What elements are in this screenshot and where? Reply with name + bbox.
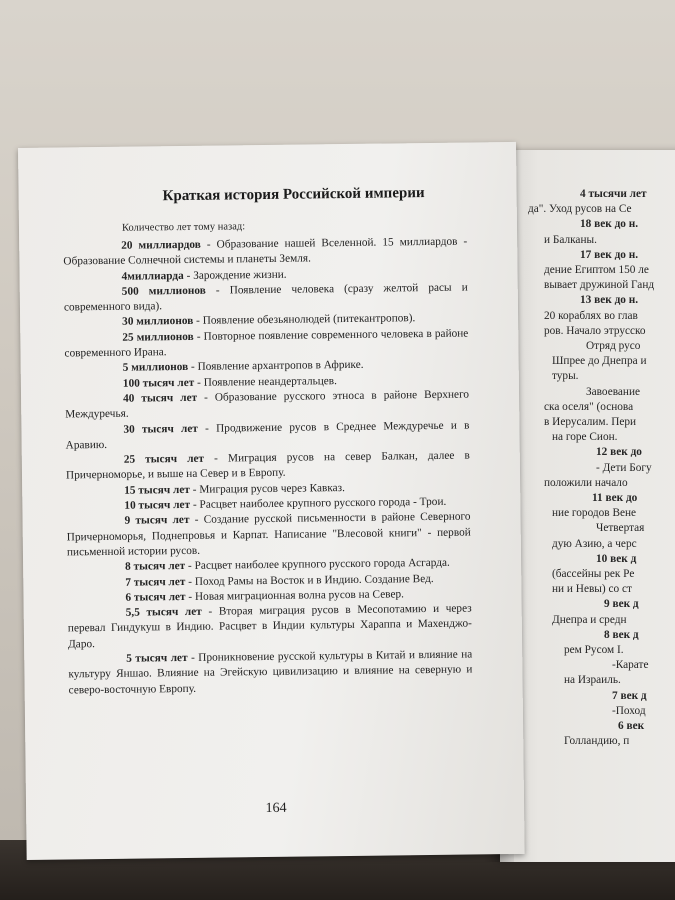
- right-page-line: ска оселя" (основа: [544, 400, 634, 413]
- timeline-entry-text: - Появление неандертальцев.: [194, 374, 338, 389]
- right-page-line: 6 век: [618, 720, 645, 732]
- right-page-line: Четвертая: [596, 522, 645, 535]
- right-page-line: рем Русом I.: [564, 644, 624, 656]
- right-page-line: Отряд русо: [586, 340, 641, 352]
- timeline-entry-text: - Повторное появление современного человека в районе современного Ирана.: [64, 327, 469, 360]
- right-page-line: дую Азию, а черс: [552, 537, 637, 550]
- right-page-line: 18 век до н.: [580, 218, 639, 231]
- right-page-line: Завоевание: [586, 385, 641, 398]
- timeline-entry-period: 100 тысяч лет: [122, 376, 195, 390]
- timeline-entry-text: - Зарождение жизни.: [183, 268, 287, 282]
- timeline-entry-period: 500 миллионов: [121, 284, 206, 298]
- timeline-entry-period: 25 тысяч лет: [123, 452, 205, 466]
- right-page-line: 12 век до: [596, 446, 642, 459]
- timeline-entry-period: 4миллиарда: [121, 269, 184, 283]
- timeline-entry: [65, 418, 469, 454]
- right-page-line: 7 век д: [612, 689, 647, 702]
- right-page-line: и Балканы.: [544, 233, 597, 246]
- right-page-line: положили начало: [544, 476, 628, 489]
- timeline-entry-text: - Новая миграционная волна русов на Север.: [185, 588, 405, 603]
- right-page-line: вывает дружиной Ганд: [544, 279, 655, 292]
- timeline-entry: [66, 449, 470, 485]
- timeline-entry-text: - Расцвет наиболее крупного русского города - Трои.: [190, 495, 447, 511]
- right-page: [500, 150, 675, 862]
- timeline-entry-period: 30 миллионов: [122, 315, 194, 329]
- timeline-entry-period: 8 тысяч лет: [125, 560, 186, 573]
- page-title: Краткая история Российской империи: [162, 185, 425, 205]
- right-page-line: - Дети Богу: [596, 461, 652, 474]
- right-page-line: 10 век д: [596, 552, 637, 565]
- right-page-line: ние городов Вене: [552, 507, 637, 520]
- timeline-entry-text: - Поход Рамы на Восток и в Индию. Создание Вед.: [185, 572, 434, 588]
- timeline-entry-text: - Миграция русов через Кавказ.: [189, 481, 345, 496]
- timeline-entry-text: - Вторая миграция русов в Месопотамию и через перевал Гиндукуш в Индию. Расцвет в Индии культуры Хараппа и Махенджо-Даро.: [67, 602, 472, 651]
- timeline-entry-period: 9 тысяч лет: [124, 514, 190, 528]
- right-page-line: ров. Начало этрусско: [544, 324, 646, 337]
- timeline-entry-period: 25 миллионов: [122, 330, 194, 344]
- right-page-line: 11 век до: [592, 492, 638, 504]
- timeline-entry: [68, 648, 473, 699]
- right-page-line: 13 век до н.: [580, 294, 639, 307]
- right-page-line: 17 век до н.: [580, 248, 639, 261]
- timeline-entry: [63, 235, 467, 271]
- timeline-entry-period: 15 тысяч лет: [124, 483, 190, 497]
- timeline-entry-period: 40 тысяч лет: [122, 391, 198, 405]
- timeline-entry: [66, 510, 471, 561]
- right-page-line: в Иерусалим. Пери: [544, 416, 637, 428]
- timeline-entry-period: 5,5 тысяч лет: [125, 605, 202, 619]
- right-page-line: туры.: [552, 370, 579, 383]
- right-page-line: 9 век д: [604, 598, 639, 611]
- timeline-entry-period: 6 тысяч лет: [125, 590, 186, 604]
- timeline-entry-text: - Образование русского этноса в районе Верхнего Междуречья.: [65, 388, 470, 421]
- timeline-entry-text: - Проникновение русской культуры в Китай и влияние на культуру Яншао. Влияние на Эгейскую цивилизацию и влияние на северную и северо-восточную Европу.: [68, 648, 473, 697]
- right-page-line: Шпрее до Днепра и: [552, 355, 647, 368]
- timeline-entry-period: 10 тысяч лет: [124, 498, 191, 512]
- timeline-entry-text: - Появление обезьянолюдей (питекантропов).: [193, 312, 416, 328]
- timeline-entry: [68, 602, 473, 653]
- left-page: [18, 142, 525, 860]
- timeline-entry-text: - Создание русской письменности в районе Северного Причерноморья, Поднепровья и Карпат. Написание "Влесовой книги" - первой письменной истории русов.: [66, 510, 471, 559]
- right-page-line: да". Уход русов на Се: [528, 203, 632, 216]
- right-page-line: на Израиль.: [564, 674, 621, 687]
- timeline-entry-period: 5 тысяч лет: [126, 651, 188, 665]
- timeline-entry-text: - Продвижение русов в Среднее Междуречье и в Аравию.: [65, 419, 470, 452]
- timeline-entry-text: - Миграция русов на север Балкан, далее в Причерноморье, и выше на Север и в Европу.: [65, 449, 470, 482]
- right-page-line: 8 век д: [604, 628, 639, 641]
- page-number: 164: [265, 800, 287, 817]
- right-page-line: -Поход: [612, 704, 646, 717]
- right-page-line: Днепра и средн: [552, 613, 627, 626]
- timeline-entry: [64, 280, 468, 316]
- timeline-entry-period: 5 миллионов: [122, 361, 189, 375]
- right-page-line: ни и Невы) со ст: [552, 583, 632, 596]
- right-page-line: на горе Сион.: [552, 431, 618, 444]
- timeline-entry-text: - Образование нашей Вселенной. 15 миллиардов - Образование Солнечной системы и планеты Земля.: [63, 235, 468, 268]
- right-page-line: 20 кораблях во глав: [544, 309, 638, 322]
- right-page-line: -Карате: [612, 659, 649, 672]
- timeline-entry: [65, 387, 469, 423]
- right-page-line: Голландию, п: [564, 735, 630, 748]
- intro-line: Количество лет тому назад:: [121, 221, 246, 234]
- timeline-entry-text: - Появление человека (сразу желтой расы и современного вида).: [63, 281, 468, 314]
- timeline-entry-period: 30 тысяч лет: [123, 422, 198, 436]
- timeline-entry: [64, 326, 468, 362]
- right-page-line: (бассейны рек Ре: [552, 568, 635, 580]
- timeline-entry-period: 20 миллиардов: [121, 238, 201, 252]
- timeline-entry-period: 7 тысяч лет: [125, 575, 186, 589]
- timeline-entry-text: - Расцвет наиболее крупного русского города Асгарда.: [185, 556, 450, 573]
- right-page-line: 4 тысячи лет: [580, 188, 647, 200]
- right-page-line: дение Египтом 150 ле: [544, 264, 649, 276]
- page-body: [63, 235, 473, 699]
- timeline-entry-text: - Появление архантропов в Африке.: [188, 359, 364, 374]
